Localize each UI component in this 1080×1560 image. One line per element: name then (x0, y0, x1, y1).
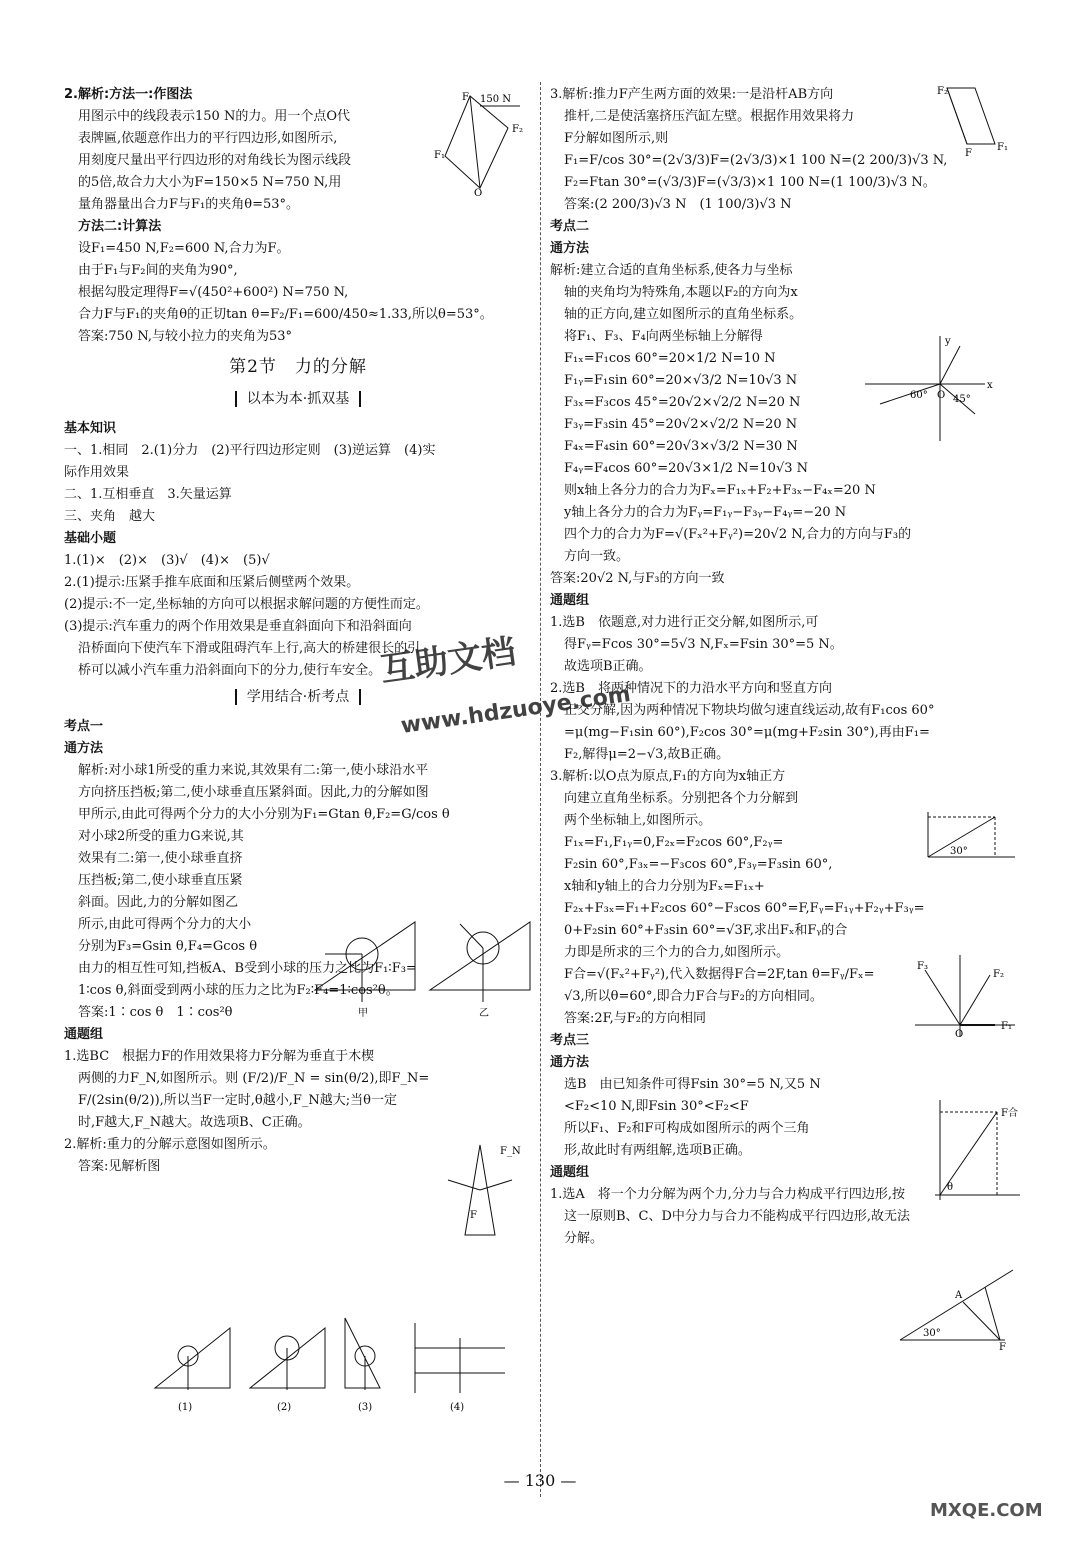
figure-ball-yi (425, 912, 535, 1022)
right-line: 两个坐标轴上,如图所示。 (564, 813, 712, 828)
right-line: 向建立直角坐标系。分别把各个力分解到 (564, 791, 799, 806)
svg-text:A: A (955, 1290, 963, 1301)
left-line: 沿桥面向下使汽车下滑或阻碍汽车上行,高大的桥建很长的引 (78, 641, 421, 656)
right-line: F₃ₓ=F₃cos 45°=20√2×√2/2 N=20 N (564, 395, 801, 410)
svg-text:O: O (955, 1029, 964, 1040)
page-number-value: 130 (524, 1471, 556, 1490)
left-line: 1.(1)× (2)× (3)√ (4)× (5)√ (64, 553, 270, 568)
right-line: F₄ₓ=F₄sin 60°=20√3×√3/2 N=30 N (564, 439, 798, 454)
svg-text:F₁: F₁ (434, 150, 445, 161)
right-line: F₂=Ftan 30°=(√3/3)F=(√3/3)×1 100 N=(1 100/3)√3 N。 (564, 175, 936, 190)
right-line: 形,故此时有两组解,选项B正确。 (564, 1143, 751, 1158)
right-line: F₁=F/cos 30°=(2√3/3)F=(2√3/3)×1 100 N=(2 200/3)√3 N, (564, 153, 948, 168)
angle-30: 30° (950, 846, 968, 857)
left-line (64, 388, 532, 410)
right-line: 方向一致。 (564, 549, 630, 564)
left-line: 考点一 (64, 719, 104, 734)
left-line: 效果有二:第一,使小球垂直挤 (78, 851, 243, 866)
right-line: F₁ₓ=F₁cos 60°=20×1/2 N=10 N (564, 351, 776, 366)
svg-text:F₃: F₃ (917, 961, 928, 972)
svg-text:F₁: F₁ (1001, 1021, 1012, 1032)
left-line: 两侧的力F_N,如图所示。则 (F/2)/F_N = sin(θ/2),即F_N= (78, 1071, 430, 1086)
right-line: 通题组 (550, 1165, 590, 1180)
left-line: 用图示中的线段表示150 N的力。用一个点O代 (78, 109, 350, 124)
svg-text:F₁: F₁ (997, 142, 1008, 153)
right-line: 0+F₂sin 60°+F₃sin 60°=√3F,求出Fₓ和Fᵧ的合 (564, 923, 848, 938)
right-line: 3.解析:推力F产生两方面的效果:一是沿杆AB方向 (550, 87, 834, 102)
angle-60: 60° (910, 390, 928, 401)
left-line: 由于F₁与F₂间的夹角为90°, (78, 263, 238, 278)
fig-label-jia: 甲 (358, 1008, 368, 1019)
svg-text:F: F (470, 1210, 477, 1221)
svg-text:y: y (945, 336, 951, 347)
left-line: 所示,由此可得两个分力的大小 (78, 917, 252, 932)
fig-label-1: (1) (178, 1402, 193, 1413)
section-banner: 学用结合·析考点 (235, 689, 361, 705)
right-line: 力即是所求的三个力的合力,如图所示。 (564, 945, 790, 960)
svg-text:F: F (999, 1342, 1006, 1353)
left-line: 由力的相互性可知,挡板A、B受到小球的压力之比为F₁∶F₃= (78, 961, 417, 976)
left-line: 答案:见解析图 (78, 1159, 161, 1174)
left-line: F/(2sin(θ/2)),所以当F一定时,θ越小,F_N越大;当θ一定 (78, 1093, 397, 1108)
fig-label-2: (2) (277, 1402, 292, 1413)
right-line: 推杆,二是使活塞挤压汽缸左壁。根据作用效果将力 (564, 109, 855, 124)
right-line: F₂ₓ+F₃ₓ=F₁+F₂cos 60°−F₃cos 60°=F,Fᵧ=F₁ᵧ+F₂ᵧ+F₃ᵧ= (564, 901, 925, 916)
fig-label-4: (4) (450, 1402, 465, 1413)
corner-watermark: MXQE.COM (930, 1500, 1043, 1521)
right-line: 这一原则B、C、D中分力与合力不能构成平行四边形,故无法 (564, 1209, 911, 1224)
figure-force-parallelogram-150n (430, 88, 530, 198)
left-line: (2)提示:不一定,坐标轴的方向可以根据求解问题的方便性而定。 (64, 597, 429, 612)
svg-text:F: F (462, 92, 469, 103)
left-line: 答案:1∶cos θ 1∶cos²θ (78, 1005, 233, 1020)
page-number: — 130 — (503, 1471, 577, 1490)
left-line: 1∶cos θ,斜面受到两小球的压力之比为F₂∶F₄=1∶cos²θ。 (78, 983, 399, 998)
right-line: 答案:20√2 N,与F₃的方向一致 (550, 571, 725, 586)
right-line: 考点二 (550, 219, 590, 234)
figure-piston-force (935, 84, 1015, 159)
left-line: 分别为F₃=Gsin θ,F₄=Gcos θ (78, 939, 258, 954)
left-line: 压挡板;第二,使小球垂直压紧 (78, 873, 243, 888)
figure-force-30deg (920, 812, 1020, 862)
right-line: 得Fᵧ=Fcos 30°=5√3 N,Fₓ=Fsin 30°=5 N。 (564, 637, 843, 652)
left-line: 根据勾股定理得F=√(450²+600²) N=750 N, (78, 285, 349, 300)
right-line: 1.选B 依题意,对力进行正交分解,如图所示,可 (550, 615, 819, 630)
figure-wedge-force (440, 1140, 520, 1240)
right-line: F₄ᵧ=F₄cos 60°=20√3×1/2 N=10√3 N (564, 461, 809, 476)
right-line: y轴上各分力的合力为Fᵧ=F₁ᵧ−F₃ᵧ−F₄ᵧ=−20 N (564, 505, 847, 520)
svg-text:F合: F合 (1001, 1108, 1018, 1119)
left-line: 三、夹角 越大 (64, 509, 156, 524)
left-line: 时,F越大,F_N越大。故选项B、C正确。 (78, 1115, 311, 1130)
right-column (550, 84, 1020, 1250)
left-line: 斜面。因此,力的分解如图乙 (78, 895, 239, 910)
svg-text:F_N: F_N (500, 1146, 521, 1157)
left-line: 通题组 (64, 1027, 104, 1042)
right-line: 答案:(2 200/3)√3 N (1 100/3)√3 N (564, 197, 792, 212)
angle-45: 45° (953, 394, 971, 405)
right-line: 正交分解,因为两种情况下物块均做匀速直线运动,故有F₁cos 60° (564, 703, 935, 718)
svg-text:O: O (474, 188, 483, 199)
right-line: 轴的正方向,建立如图所示的直角坐标系。 (564, 307, 803, 322)
right-line: 3.解析:以O点为原点,F₁的方向为x轴正方 (550, 769, 786, 784)
left-line: 2.解析:方法一:作图法 (64, 87, 193, 102)
left-line: 设F₁=450 N,F₂=600 N,合力为F。 (78, 241, 290, 256)
figure-resultant-force (925, 1100, 1025, 1205)
right-line: 故选项B正确。 (564, 659, 652, 674)
right-line: F₃ᵧ=F₃sin 45°=20√2×√2/2 N=20 N (564, 417, 798, 432)
left-line: 第2节 力的分解 (229, 357, 367, 377)
figure-ball-jia (310, 912, 420, 1022)
right-line: 四个力的合力为F=√(Fₓ²+Fᵧ²)=20√2 N,合力的方向与F₃的 (564, 527, 912, 542)
right-line: x轴和y轴上的合力分别为Fₓ=F₁ₓ+ (564, 879, 765, 894)
left-line: 表牌匾,依题意作出力的平行四边形,如图所示, (78, 131, 338, 146)
angle-30-b: 30° (923, 1328, 941, 1339)
right-line: 通方法 (550, 1055, 590, 1070)
right-line: F合=√(Fₓ²+Fᵧ²),代入数据得F合=2F,tan θ=Fᵧ/Fₓ= (564, 967, 875, 982)
svg-text:θ: θ (947, 1182, 954, 1193)
right-line: 则x轴上各分力的合力为Fₓ=F₁ₓ+F₂+F₃ₓ−F₄ₓ=20 N (564, 483, 876, 498)
svg-text:x: x (987, 380, 993, 391)
fig-label-3: (3) (358, 1402, 373, 1413)
right-line: F分解如图所示,则 (564, 131, 669, 146)
section-banner: 以本为本·抓双基 (235, 391, 361, 407)
left-line: 答案:750 N,与较小拉力的夹角为53° (78, 329, 293, 344)
right-line: <F₂<10 N,即Fsin 30°<F₂<F (564, 1099, 749, 1114)
fig-label-yi: 乙 (479, 1008, 489, 1019)
right-line: 通题组 (550, 593, 590, 608)
right-line: 考点三 (550, 1033, 590, 1048)
left-line: 解析:对小球1所受的重力来说,其效果有二:第一,使小球沿水平 (78, 763, 429, 778)
figure-gravity-decomposition (150, 1318, 520, 1413)
right-line: 解析:建立合适的直角坐标系,使各力与坐标 (550, 263, 793, 278)
left-line: 基础小题 (64, 531, 117, 546)
left-line: 桥可以减小汽车重力沿斜面向下的分力,使行车安全。 (78, 663, 382, 678)
right-line: 轴的夹角均为特殊角,本题以F₂的方向为x (564, 285, 798, 300)
svg-text:F₂: F₂ (512, 124, 523, 135)
right-line: 1.选A 将一个力分解为两个力,分力与合力构成平行四边形,按 (550, 1187, 906, 1202)
right-line: =μ(mg−F₁sin 60°),F₂cos 30°=μ(mg+F₂sin 30°),再由F₁= (564, 725, 930, 740)
right-line: F₁ᵧ=F₁sin 60°=20×√3/2 N=10√3 N (564, 373, 798, 388)
right-line: F₁ₓ=F₁,F₁ᵧ=0,F₂ₓ=F₂cos 60°,F₂ᵧ= (564, 835, 784, 850)
fig-label-150n: 150 N (480, 94, 512, 105)
svg-text:O: O (937, 390, 946, 401)
left-line: (3)提示:汽车重力的两个作用效果是垂直斜面向下和沿斜面向 (64, 619, 412, 634)
left-line: 二、1.互相垂直 3.矢量运算 (64, 487, 232, 502)
left-line: 合力F与F₁的夹角θ的正切tan θ=F₂/F₁=600/450≈1.33,所以θ=53°。 (78, 307, 493, 322)
right-line: 答案:2F,与F₂的方向相同 (564, 1011, 707, 1026)
left-line: 一、1.相同 2.(1)分力 (2)平行四边形定则 (3)逆运算 (4)实 (64, 443, 436, 458)
figure-four-forces-axes (865, 336, 1025, 446)
left-line: 1.选BC 根据力F的作用效果将力F分解为垂直于木楔 (64, 1049, 375, 1064)
svg-text:F: F (965, 148, 972, 159)
svg-text:F₂: F₂ (937, 86, 948, 97)
left-line: 的5倍,故合力大小为F=150×5 N=750 N,用 (78, 175, 342, 190)
left-line: 量角器量出合力F与F₁的夹角θ=53°。 (78, 197, 300, 212)
right-line: 通方法 (550, 241, 590, 256)
watermark-url: www.hdzuoye.com (399, 682, 633, 740)
right-line: 分解。 (564, 1231, 604, 1246)
left-line: 甲所示,由此可得两个分力的大小分别为F₁=Gtan θ,F₂=G/cos θ (78, 807, 450, 822)
right-line: 2.选B 将两种情况下的力沿水平方向和竖直方向 (550, 681, 832, 696)
right-line: F₂,解得μ=2−√3,故B正确。 (564, 747, 730, 762)
right-line: F₂sin 60°,F₃ₓ=−F₃cos 60°,F₃ᵧ=F₃sin 60°, (564, 857, 833, 872)
left-line: 用刻度尺量出平行四边形的对角线长为图示线段 (78, 153, 352, 168)
left-line: 对小球2所受的重力G来说,其 (78, 829, 244, 844)
column-divider (540, 82, 541, 1497)
right-line: 所以F₁、F₂和F可构成如图所示的两个三角 (564, 1121, 810, 1136)
left-line: 通方法 (64, 741, 104, 756)
figure-three-forces-axes (915, 955, 1020, 1040)
watermark-logo: 互助文档 (377, 631, 519, 691)
figure-triangle-two-solutions (895, 1262, 1020, 1353)
right-line: 选B 由已知条件可得Fsin 30°=5 N,又5 N (564, 1077, 821, 1092)
left-line: 2.解析:重力的分解示意图如图所示。 (64, 1137, 276, 1152)
left-line: 2.(1)提示:压紧手推车底面和压紧后侧壁两个效果。 (64, 575, 360, 590)
left-line: 基本知识 (64, 421, 117, 436)
svg-text:F₂: F₂ (993, 969, 1004, 980)
left-line: 际作用效果 (64, 465, 130, 480)
left-line: 方向挤压挡板;第二,使小球垂直压紧斜面。因此,力的分解如图 (78, 785, 429, 800)
left-line: 方法二:计算法 (78, 219, 162, 234)
right-line: √3,所以θ=60°,即合力F合与F₂的方向相同。 (564, 989, 823, 1004)
right-line: 将F₁、F₃、F₄向两坐标轴上分解得 (564, 329, 763, 344)
